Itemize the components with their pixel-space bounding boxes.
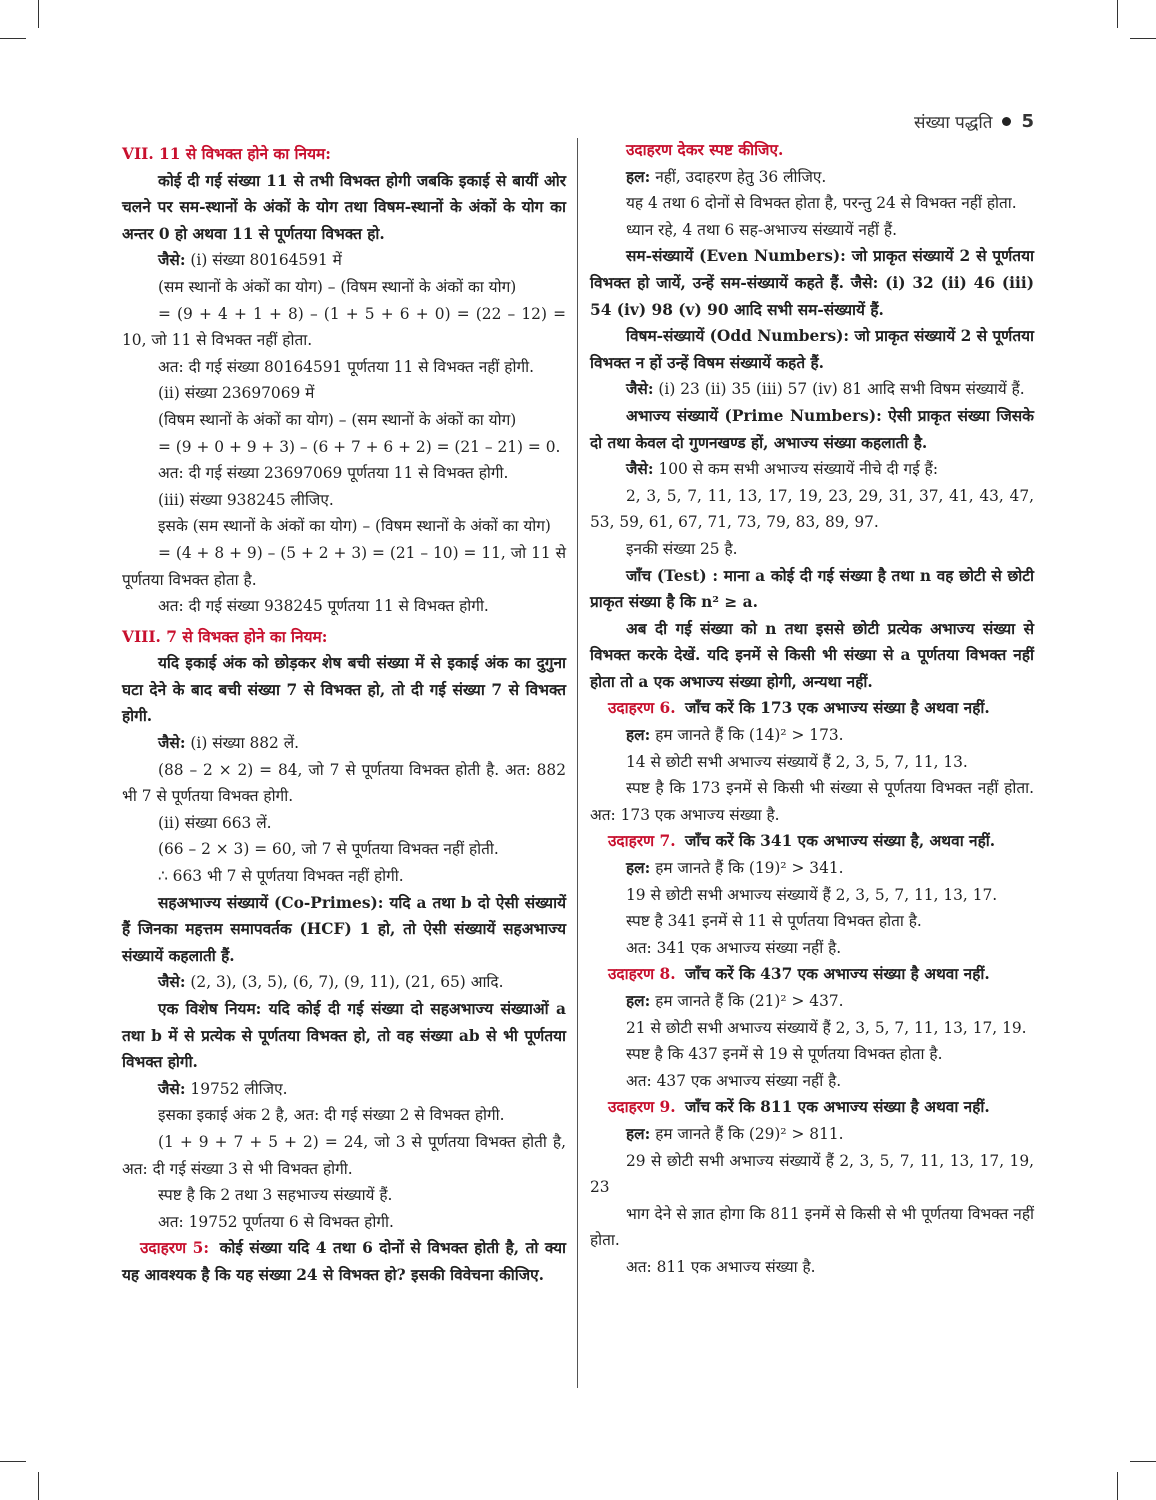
left-paragraph	[122, 487, 566, 514]
paragraph-text: अब दी गई संख्या को n तथा इससे छोटी प्रत्येक अभाज्य संख्या से विभक्त करके देखें. यदि इनमें से किसी भी संख्या से a पूर्णतया विभक्त नहीं होता तो a एक अभाज्य संख्या होगी, अन्यथा नहीं.	[590, 619, 1034, 691]
column-divider	[577, 138, 578, 1388]
paragraph-text: स्पष्ट है 341 इनमें से 11 से पूर्णतया विभक्त होता है.	[626, 912, 922, 931]
right-paragraph	[590, 988, 1034, 1015]
section-heading: VIII. 7 से विभक्त होने का नियम:	[122, 627, 328, 646]
paragraph-text: अत: 341 एक अभाज्य संख्या नहीं है.	[626, 938, 842, 957]
lead-label: हल:	[626, 726, 651, 745]
left-paragraph	[122, 969, 566, 996]
crop-mark	[1117, 1472, 1118, 1500]
paragraph-text: ध्यान रहे, 4 तथा 6 सह-अभाज्य संख्यायें नहीं हैं.	[626, 220, 897, 239]
left-paragraph	[122, 540, 566, 593]
paragraph-text: (1 + 9 + 7 + 5 + 2) = 24, जो 3 से पूर्णतया विभक्त होती है, अत: दी गई संख्या 3 से भी विभक्त होगी.	[122, 1132, 566, 1178]
lead-label: जैसे:	[626, 380, 654, 399]
left-paragraph	[122, 434, 566, 461]
left-paragraph	[122, 460, 566, 487]
paragraph-text: अत: दी गई संख्या 938245 पूर्णतया 11 से विभक्त होगी.	[158, 597, 489, 616]
left-paragraph	[122, 730, 566, 757]
right-paragraph	[590, 749, 1034, 776]
example-label: उदाहरण 6.	[608, 699, 676, 718]
paragraph-text: 29 से छोटी सभी अभाज्य संख्यायें हैं 2, 3, 5, 7, 11, 13, 17, 19, 23	[590, 1151, 1034, 1197]
paragraph-text: (2, 3), (3, 5), (6, 7), (9, 11), (21, 65) आदि.	[185, 973, 504, 992]
paragraph-text: (विषम स्थानों के अंकों का योग) – (सम स्थानों के अंकों का योग)	[158, 410, 517, 429]
paragraph-text: (i) संख्या 882 लें.	[185, 734, 300, 753]
paragraph-text: हम जानते हैं कि (14)² > 173.	[650, 726, 844, 745]
crop-mark	[38, 0, 39, 28]
right-paragraph	[590, 1148, 1034, 1201]
right-paragraph	[590, 935, 1034, 962]
paragraph-text: अत: 437 एक अभाज्य संख्या नहीं है.	[626, 1071, 842, 1090]
lead-label: हल:	[626, 1124, 651, 1143]
paragraph-text: जाँच करें कि 341 एक अभाज्य संख्या है, अथवा नहीं.	[679, 832, 996, 851]
paragraph-text: अत: दी गई संख्या 80164591 पूर्णतया 11 से विभक्त नहीं होगी.	[158, 357, 535, 376]
crop-mark	[1130, 38, 1156, 39]
paragraph-text: = (9 + 0 + 9 + 3) – (6 + 7 + 6 + 2) = (21 – 21) = 0.	[158, 437, 561, 456]
left-paragraph	[122, 624, 566, 651]
left-paragraph	[122, 141, 566, 168]
right-paragraph	[590, 164, 1034, 191]
lead-label: जैसे:	[158, 1079, 186, 1098]
paragraph-text: (88 – 2 × 2) = 84, जो 7 से पूर्णतया विभक्त होती है. अत: 882 भी 7 से पूर्णतया विभक्त होगी.	[122, 760, 566, 806]
left-column	[122, 137, 566, 1289]
crop-mark	[0, 1461, 26, 1462]
right-paragraph	[590, 376, 1034, 403]
crop-mark	[0, 38, 26, 39]
left-paragraph	[122, 168, 566, 248]
section-heading: VII. 11 से विभक्त होने का नियम:	[122, 145, 331, 163]
left-paragraph	[122, 890, 566, 970]
paragraph-text: ∴ 663 भी 7 से पूर्णतया विभक्त नहीं होगी.	[158, 867, 404, 886]
paragraph-text: जाँच करें कि 173 एक अभाज्य संख्या है अथवा नहीं.	[679, 699, 990, 718]
paragraph-text: यदि इकाई अंक को छोड़कर शेष बची संख्या में से इकाई अंक का दुगुना घटा देने के बाद बची संख्या 7 से विभक्त हो, तो दी गई संख्या 7 से विभक्त होगी.	[122, 654, 566, 726]
example-label: उदाहरण 7.	[608, 832, 676, 851]
paragraph-text: (सम स्थानों के अंकों का योग) – (विषम स्थानों के अंकों का योग)	[158, 277, 517, 296]
right-paragraph	[590, 616, 1034, 696]
paragraph-text: जाँच करें कि 437 एक अभाज्य संख्या है अथवा नहीं.	[679, 965, 990, 984]
lead-label: जैसे:	[158, 251, 186, 270]
right-paragraph	[590, 695, 1034, 722]
lead-label: हल:	[626, 859, 651, 878]
left-paragraph	[122, 380, 566, 407]
right-paragraph	[590, 243, 1034, 323]
example-label: उदाहरण 5:	[140, 1239, 210, 1258]
right-paragraph	[590, 882, 1034, 909]
paragraph-text: कोई दी गई संख्या 11 से तभी विभक्त होगी जबकि इकाई से बायीं ओर चलने पर सम-स्थानों के अंकों के योग तथा विषम-स्थानों के अंकों के योग का अन्तर 0 हो अथवा 11 से पूर्णतया विभक्त हो.	[122, 171, 566, 243]
paragraph-text: हम जानते हैं कि (29)² > 811.	[650, 1124, 844, 1143]
paragraph-text: (i) संख्या 80164591 में	[185, 251, 342, 270]
lead-label: जैसे:	[158, 973, 186, 992]
paragraph-text: नहीं, उदाहरण हेतु 36 लीजिए.	[650, 167, 827, 186]
left-paragraph	[122, 593, 566, 620]
paragraph-text: (66 – 2 × 3) = 60, जो 7 से पूर्णतया विभक्त नहीं होती.	[158, 840, 499, 859]
right-paragraph	[590, 137, 1034, 164]
crop-mark	[38, 1472, 39, 1500]
paragraph-text: 100 से कम सभी अभाज्य संख्यायें नीचे दी गई हैं:	[653, 460, 939, 479]
right-paragraph	[590, 217, 1034, 244]
paragraph-text: भाग देने से ज्ञात होगा कि 811 इनमें से किसी से भी पूर्णतया विभक्त नहीं होता.	[590, 1204, 1034, 1250]
paragraph-text: अत: 811 एक अभाज्य संख्या है.	[626, 1257, 816, 1276]
lead-label: हल:	[626, 992, 651, 1010]
paragraph-text: उदाहरण देकर स्पष्ट कीजिए.	[626, 141, 784, 159]
bullet-icon	[1002, 117, 1011, 126]
page-number: 5	[1021, 111, 1034, 132]
left-paragraph	[122, 1235, 566, 1288]
paragraph-text: स्पष्ट है कि 173 इनमें से किसी भी संख्या से पूर्णतया विभक्त नहीं होता. अत: 173 एक अभाज्य संख्या है.	[590, 779, 1034, 824]
example-label: उदाहरण 9.	[608, 1098, 676, 1117]
left-paragraph	[122, 1076, 566, 1103]
right-paragraph	[590, 828, 1034, 855]
paragraph-text: = (4 + 8 + 9) – (5 + 2 + 3) = (21 – 10) = 11, जो 11 से पूर्णतया विभक्त होता है.	[122, 543, 566, 589]
running-head	[914, 110, 1034, 133]
right-paragraph	[590, 1254, 1034, 1281]
right-paragraph	[590, 563, 1034, 616]
example-label: उदाहरण 8.	[608, 965, 676, 984]
right-paragraph	[590, 323, 1034, 376]
paragraph-text: हम जानते हैं कि (19)² > 341.	[650, 859, 844, 878]
left-paragraph	[122, 301, 566, 354]
right-paragraph	[590, 190, 1034, 217]
right-paragraph	[590, 908, 1034, 935]
paragraph-text: कोई संख्या यदि 4 तथा 6 दोनों से विभक्त होती है, तो क्या यह आवश्यक है कि यह संख्या 24 से विभक्त हो? इसकी विवेचना कीजिए.	[122, 1239, 567, 1284]
paragraph-text: एक विशेष नियम: यदि कोई दी गई संख्या दो सहअभाज्य संख्याओं a तथा b में से प्रत्येक से पूर्णतया विभक्त हो, तो वह संख्या ab से भी पूर्णतया विभक्त होगी.	[122, 1000, 566, 1072]
right-paragraph	[590, 961, 1034, 988]
left-paragraph	[122, 810, 566, 837]
crop-mark	[1130, 1461, 1156, 1462]
paragraph-text: हम जानते हैं कि (21)² > 437.	[650, 992, 844, 1010]
paragraph-text: जाँच (Test) : माना a कोई दी गई संख्या है तथा n वह छोटी से छोटी प्राकृत संख्या है कि n² ≥ a.	[590, 566, 1034, 612]
right-paragraph	[590, 1015, 1034, 1042]
paragraph-text: सहअभाज्य संख्यायें (Co-Primes): यदि a तथा b दो ऐसी संख्यायें हैं जिनका महत्तम समापवर्तक (HCF) 1 हो, तो ऐसी संख्यायें सहअभाज्य संख्यायें कहलाती हैं.	[122, 893, 566, 965]
left-paragraph	[122, 407, 566, 434]
right-paragraph	[590, 1068, 1034, 1095]
right-paragraph	[590, 1201, 1034, 1254]
paragraph-text: इनकी संख्या 25 है.	[626, 539, 738, 558]
paragraph-text: इसके (सम स्थानों के अंकों का योग) – (विषम स्थानों के अंकों का योग)	[158, 517, 551, 536]
paragraph-text: अत: दी गई संख्या 23697069 पूर्णतया 11 से विभक्त होगी.	[158, 464, 509, 483]
paragraph-text: (ii) संख्या 663 लें.	[158, 813, 272, 832]
left-paragraph	[122, 650, 566, 730]
paragraph-text: अत: 19752 पूर्णतया 6 से विभक्त होगी.	[158, 1212, 394, 1231]
right-paragraph	[590, 855, 1034, 882]
right-paragraph	[590, 722, 1034, 749]
right-paragraph	[590, 1121, 1034, 1148]
lead-label: जैसे:	[626, 460, 654, 479]
paragraph-text: (iii) संख्या 938245 लीजिए.	[158, 490, 334, 509]
paragraph-text: यह 4 तथा 6 दोनों से विभक्त होता है, परन्तु 24 से विभक्त नहीं होता.	[626, 194, 1017, 213]
paragraph-text: = (9 + 4 + 1 + 8) – (1 + 5 + 6 + 0) = (22 – 12) = 10, जो 11 से विभक्त नहीं होता.	[122, 304, 566, 350]
right-paragraph	[590, 536, 1034, 563]
paragraph-text: अभाज्य संख्यायें (Prime Numbers): ऐसी प्राकृत संख्या जिसके दो तथा केवल दो गुणनखण्ड हों, अभाज्य संख्या कहलाती है.	[590, 406, 1034, 452]
left-paragraph	[122, 1102, 566, 1129]
left-paragraph	[122, 1129, 566, 1182]
paragraph-text: 2, 3, 5, 7, 11, 13, 17, 19, 23, 29, 31, 37, 41, 43, 47, 53, 59, 61, 67, 71, 73, 79, 83, 89, 97.	[590, 486, 1034, 532]
paragraph-text: स्पष्ट है कि 2 तथा 3 सहभाज्य संख्यायें हैं.	[158, 1186, 393, 1205]
left-paragraph	[122, 247, 566, 274]
left-paragraph	[122, 757, 566, 810]
paragraph-text: सम-संख्यायें (Even Numbers): जो प्राकृत संख्यायें 2 से पूर्णतया विभक्त हो जायें, उन्हें सम-संख्यायें कहते हैं. जैसे: (i) 32 (ii) 46 (iii) 54 (iv) 98 (v) 90 आदि सभी सम-संख्यायें हैं.	[590, 247, 1034, 319]
paragraph-text: 19 से छोटी सभी अभाज्य संख्यायें हैं 2, 3, 5, 7, 11, 13, 17.	[626, 885, 998, 904]
paragraph-text: 19752 लीजिए.	[185, 1079, 288, 1098]
right-paragraph	[590, 1041, 1034, 1068]
paragraph-text: विषम-संख्यायें (Odd Numbers): जो प्राकृत संख्यायें 2 से पूर्णतया विभक्त न हों उन्हें विषम संख्यायें कहते हैं.	[590, 327, 1034, 372]
paragraph-text: 21 से छोटी सभी अभाज्य संख्यायें हैं 2, 3, 5, 7, 11, 13, 17, 19.	[626, 1018, 1027, 1037]
lead-label: हल:	[626, 167, 651, 186]
left-paragraph	[122, 996, 566, 1076]
paragraph-text: स्पष्ट है कि 437 इनमें से 19 से पूर्णतया विभक्त होता है.	[626, 1045, 943, 1064]
crop-mark	[1117, 0, 1118, 28]
paragraph-text: इसका इकाई अंक 2 है, अत: दी गई संख्या 2 से विभक्त होगी.	[158, 1106, 505, 1125]
paragraph-text: (i) 23 (ii) 35 (iii) 57 (iv) 81 आदि सभी विषम संख्यायें हैं.	[653, 380, 1025, 399]
right-paragraph	[590, 456, 1034, 483]
right-paragraph	[590, 403, 1034, 456]
paragraph-text: (ii) संख्या 23697069 में	[158, 384, 315, 403]
left-paragraph	[122, 354, 566, 381]
lead-label: जैसे:	[158, 734, 186, 753]
left-paragraph	[122, 836, 566, 863]
chapter-title: संख्या पद्धति	[914, 113, 993, 133]
paragraph-text: जाँच करें कि 811 एक अभाज्य संख्या है अथवा नहीं.	[679, 1098, 990, 1117]
left-paragraph	[122, 513, 566, 540]
left-paragraph	[122, 1182, 566, 1209]
right-paragraph	[590, 775, 1034, 828]
right-column	[590, 137, 1034, 1281]
left-paragraph	[122, 1209, 566, 1236]
left-paragraph	[122, 274, 566, 301]
paragraph-text: 14 से छोटी सभी अभाज्य संख्यायें हैं 2, 3, 5, 7, 11, 13.	[626, 752, 968, 771]
right-paragraph	[590, 1094, 1034, 1121]
right-paragraph	[590, 483, 1034, 536]
left-paragraph	[122, 863, 566, 890]
